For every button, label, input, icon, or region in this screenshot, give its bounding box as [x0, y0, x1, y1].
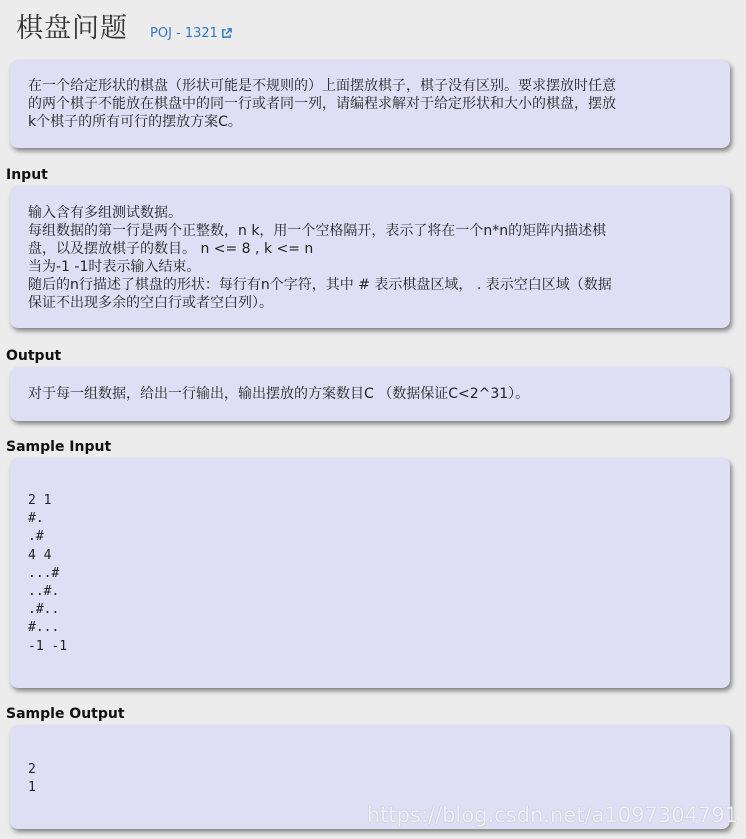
- title-row: [16, 6, 232, 50]
- input-text: 输入含有多组测试数据。 每组数据的第一行是两个正整数，n k，用一个空格隔开，表示了将在一个n*n的矩阵内描述棋 盘，以及摆放棋子的数目。 n <= 8 , k <= n 当为-1 -1时表示输入结束。 随后的n行描述了棋盘的形状：每行有n个字符，其中 # 表示棋盘区域， . 表示空白区域（数据 保证不出现多余的空白行或者空白列）。: [28, 205, 612, 311]
- external-link-icon: [221, 28, 232, 39]
- output-panel: [10, 367, 730, 421]
- problem-source-link[interactable]: [150, 26, 232, 41]
- problem-source-label: POJ - 1321: [150, 26, 218, 41]
- watermark: https://blog.csdn.net/a1097304791: [366, 803, 738, 827]
- input-panel: [10, 186, 730, 328]
- sample-output-heading: Sample Output: [6, 706, 125, 722]
- sample-output-code: 2 1: [28, 762, 36, 796]
- page-title: 棋盘问题: [16, 13, 128, 44]
- output-heading: Output: [6, 348, 62, 364]
- sample-input-code: 2 1 #. .# 4 4 ...# ..#. .#.. #... -1 -1: [28, 493, 68, 654]
- description-text: 在一个给定形状的棋盘（形状可能是不规则的）上面摆放棋子，棋子没有区别。要求摆放时任意 的两个棋子不能放在棋盘中的同一行或者同一列，请编程求解对于给定形状和大小的棋盘，摆放 k个棋子的所有可行的摆放方案C。: [28, 78, 616, 130]
- sample-input-panel: [10, 458, 730, 688]
- output-text: 对于每一组数据，给出一行输出，输出摆放的方案数目C （数据保证C<2^31）。: [28, 386, 530, 402]
- input-heading: Input: [6, 167, 48, 183]
- sample-input-heading: Sample Input: [6, 439, 112, 455]
- description-panel: [10, 60, 730, 148]
